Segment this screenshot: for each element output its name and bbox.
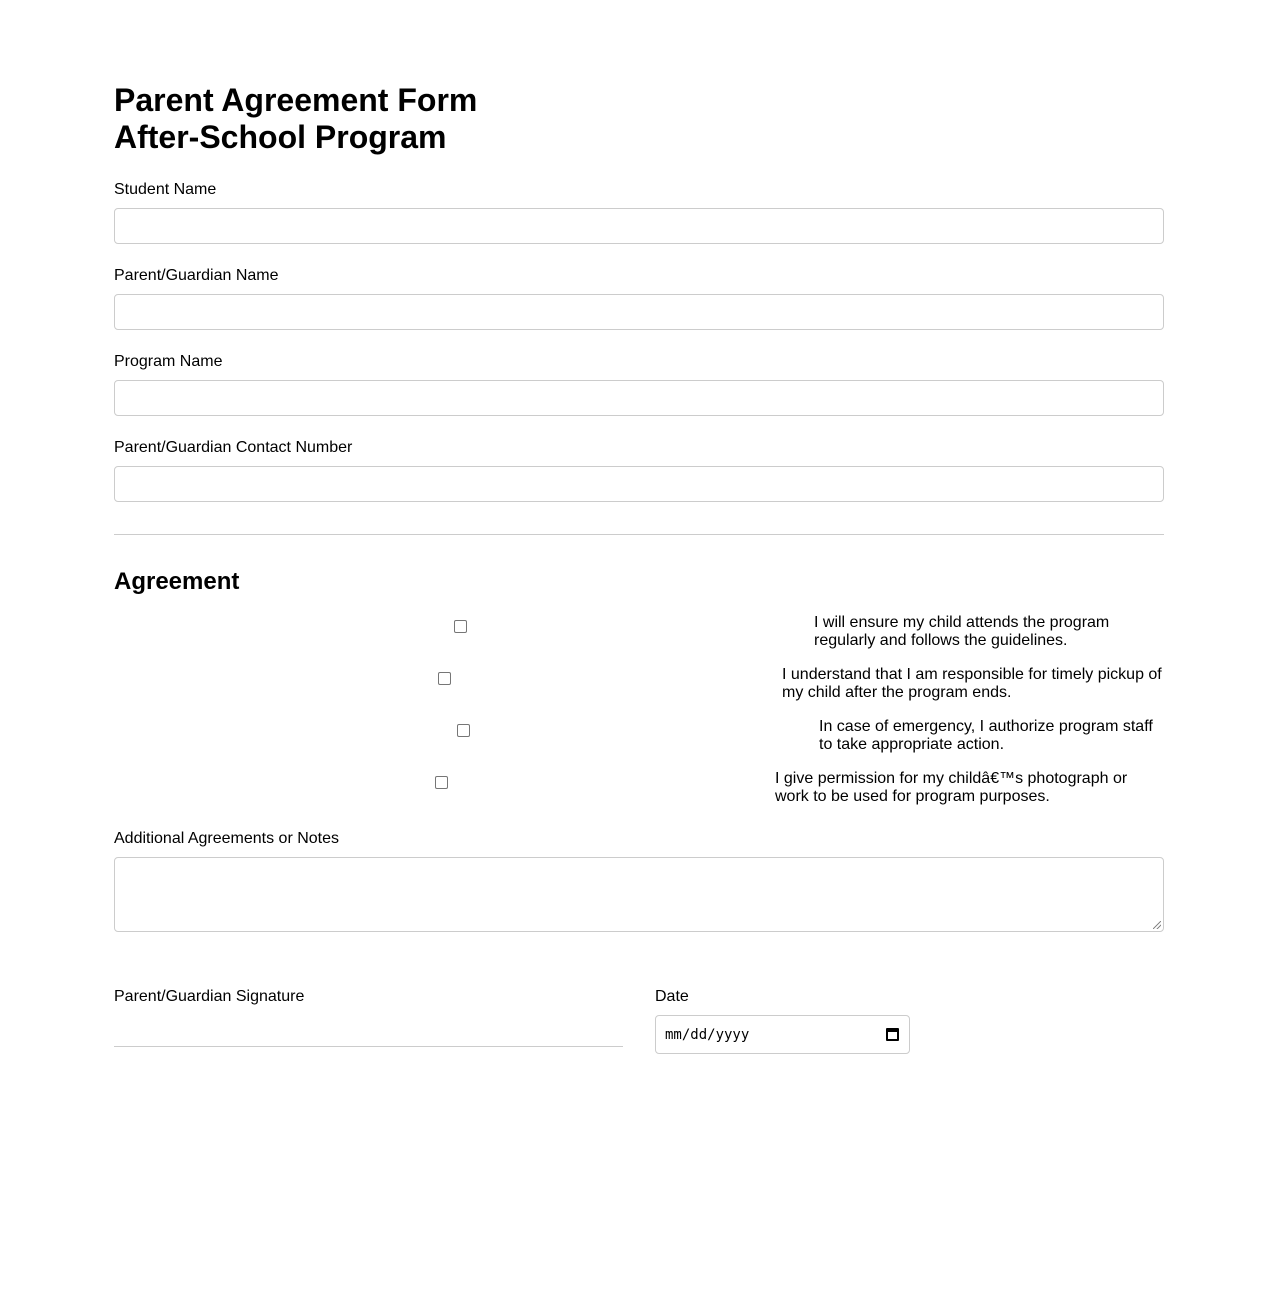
contact-number-field <box>114 439 1164 502</box>
agreement-checkbox-attendance[interactable] <box>454 620 467 633</box>
student-name-input[interactable] <box>114 208 1164 244</box>
agreement-label-photo[interactable]: I give permission for my childâ€™s photograph or work to be used for program purposes. <box>775 770 1128 805</box>
date-label: Date <box>655 988 689 1005</box>
agreement-checkbox-emergency[interactable] <box>457 724 470 737</box>
agreement-item <box>114 614 1164 650</box>
program-name-label: Program Name <box>114 353 223 370</box>
program-name-field <box>114 353 1164 416</box>
resize-handle-icon[interactable] <box>1153 921 1161 929</box>
notes-field <box>114 830 1164 932</box>
checkbox-cell <box>114 666 775 685</box>
date-placeholder: mm/dd/yyyy <box>665 1026 750 1043</box>
agreement-checkbox-photo[interactable] <box>435 776 448 789</box>
title-line-2: After-School Program <box>114 119 447 155</box>
agreement-heading: Agreement <box>114 568 240 595</box>
agreement-label-pickup[interactable]: I understand that I am responsible for timely pickup of my child after the program ends. <box>782 666 1162 701</box>
contact-number-input[interactable] <box>114 466 1164 502</box>
page-title <box>114 82 1164 156</box>
parent-name-field <box>114 267 1164 330</box>
agreement-label-emergency[interactable]: In case of emergency, I authorize program staff to take appropriate action. <box>819 718 1153 753</box>
checkbox-cell <box>114 718 812 737</box>
program-name-input[interactable] <box>114 380 1164 416</box>
form-container <box>114 82 1164 1043</box>
checkbox-cell <box>114 614 807 633</box>
section-divider <box>114 534 1164 535</box>
signature-label: Parent/Guardian Signature <box>114 988 305 1005</box>
agreement-item <box>114 770 1164 806</box>
checkbox-cell <box>114 770 768 789</box>
agreement-item <box>114 718 1164 754</box>
parent-name-input[interactable] <box>114 294 1164 330</box>
agreement-checkbox-pickup[interactable] <box>438 672 451 685</box>
signature-field <box>114 988 623 1047</box>
signature-line[interactable] <box>114 1046 623 1047</box>
student-name-label: Student Name <box>114 181 217 198</box>
student-name-field <box>114 181 1164 244</box>
agreement-item <box>114 666 1164 702</box>
date-field <box>655 988 910 1054</box>
contact-number-label: Parent/Guardian Contact Number <box>114 439 353 456</box>
agreement-label-attendance[interactable]: I will ensure my child attends the program regularly and follows the guidelines. <box>814 614 1110 649</box>
notes-textarea[interactable] <box>114 857 1164 932</box>
parent-name-label: Parent/Guardian Name <box>114 267 279 284</box>
notes-label: Additional Agreements or Notes <box>114 830 340 847</box>
date-input[interactable] <box>655 1015 910 1054</box>
title-line-1: Parent Agreement Form <box>114 82 478 118</box>
calendar-icon[interactable] <box>886 1028 899 1041</box>
